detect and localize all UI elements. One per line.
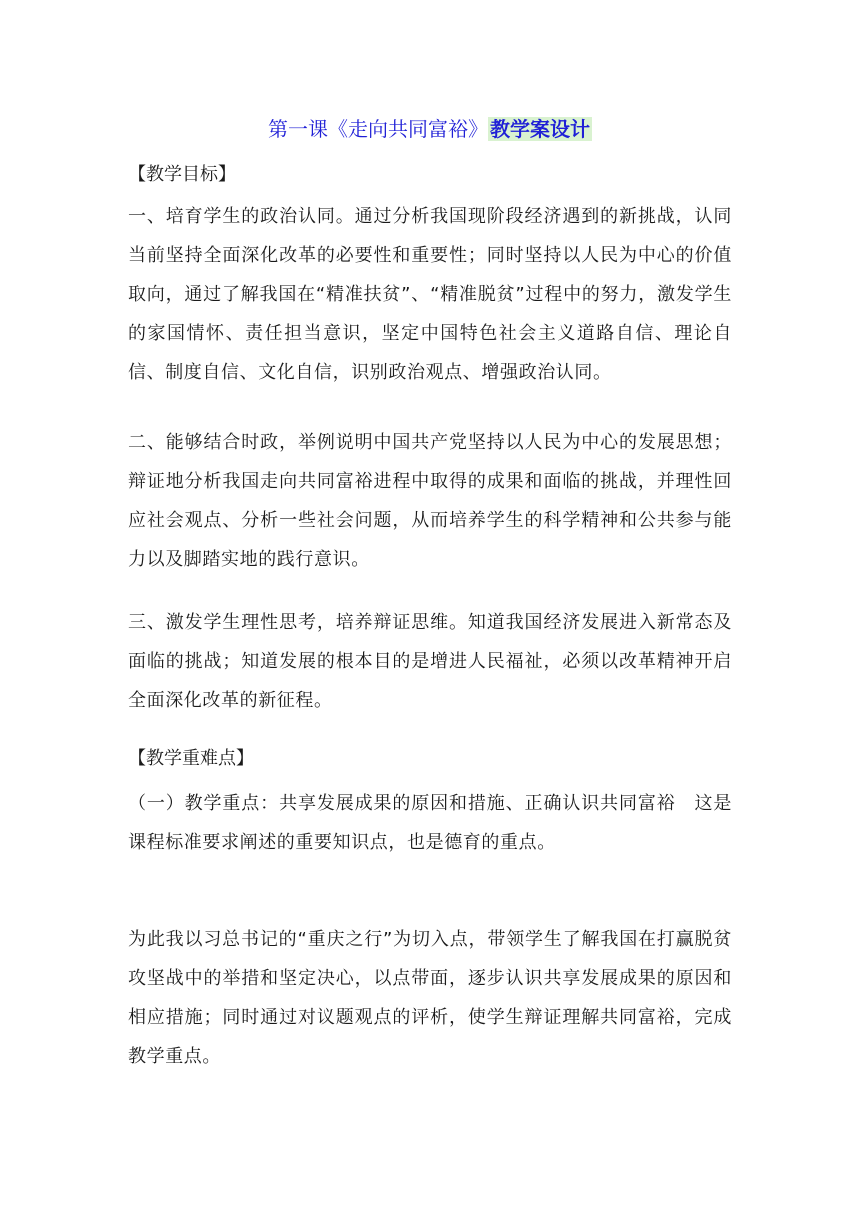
title-highlight: 教学案设计: [490, 117, 590, 141]
document-title: [0, 112, 860, 146]
objective-paragraph-2: 二、能够结合时政，举例说明中国共产党坚持以人民为中心的发展思想；辩证地分析我国走向共同富裕进程中取得的成果和面临的挑战，并理性回应社会观点、分析一些社会问题，从而培养学生的科学精神和公共参与能力以及脚踏实地的践行意识。: [128, 432, 732, 570]
section-heading-objectives: 【教学目标】: [128, 164, 236, 185]
title-main: 第一课《走向共同富裕》: [268, 117, 488, 141]
section-heading-key-points: 【教学重难点】: [128, 748, 254, 769]
objective-paragraph-1: 一、培育学生的政治认同。通过分析我国现阶段经济遇到的新挑战，认同当前坚持全面深化改革的必要性和重要性；同时坚持以人民为中心的价值取向，通过了解我国在“精准扶贫”、“精准脱贫”过程中的努力，激发学生的家国情怀、责任担当意识，坚定中国特色社会主义道路自信、理论自信、制度自信、文化自信，识别政治观点、增强政治认同。: [128, 206, 732, 383]
key-point-paragraph-2: 为此我以习总书记的“重庆之行”为切入点，带领学生了解我国在打赢脱贫攻坚战中的举措和坚定决心，以点带面，逐步认识共享发展成果的原因和相应措施；同时通过对议题观点的评析，使学生辩证理解共同富裕，完成教学重点。: [128, 929, 732, 1067]
objective-paragraph-3: 三、激发学生理性思考，培养辩证思维。知道我国经济发展进入新常态及面临的挑战；知道发展的根本目的是增进人民福祉，必须以改革精神开启全面深化改革的新征程。: [128, 612, 732, 711]
key-point-paragraph-1: （一）教学重点：共享发展成果的原因和措施、正确认识共同富裕 这是课程标准要求阐述的重要知识点，也是德育的重点。: [128, 793, 732, 853]
